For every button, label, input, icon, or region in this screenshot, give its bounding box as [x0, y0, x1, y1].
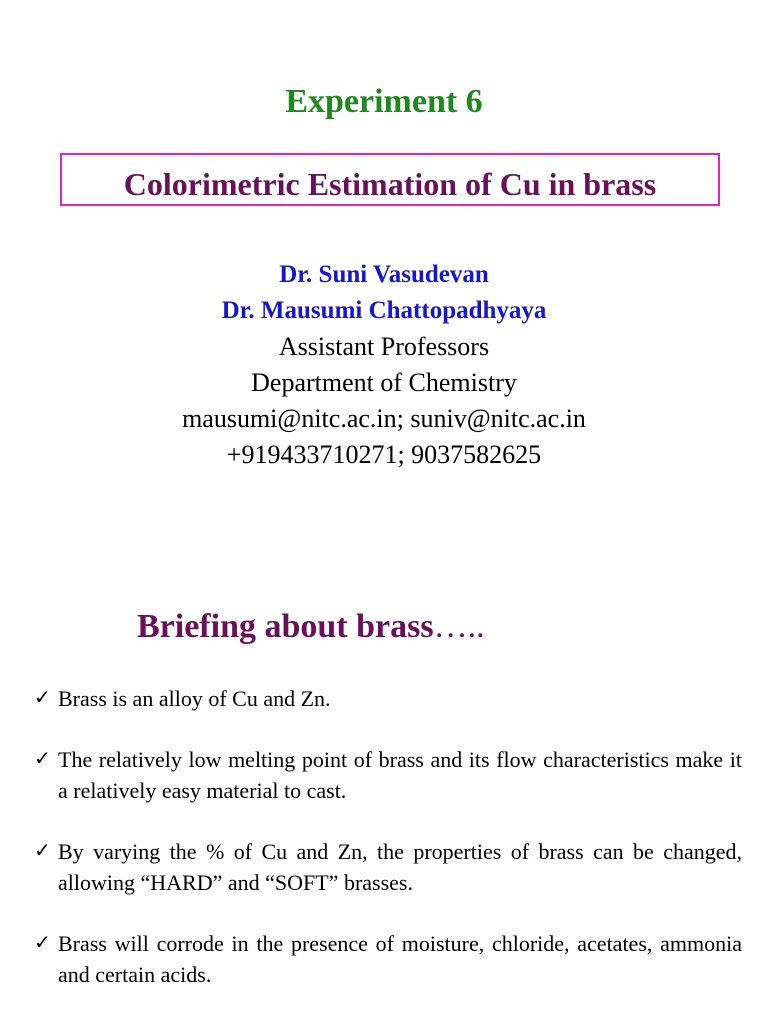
bullet-item — [34, 744, 742, 806]
author-position: Assistant Professors — [278, 332, 490, 361]
check-icon: ✓ — [34, 840, 51, 862]
author-name-1: Dr. Suni Vasudevan — [279, 261, 489, 288]
check-icon: ✓ — [34, 687, 51, 709]
author-name-2: Dr. Mausumi Chattopadhyaya — [221, 297, 547, 324]
bullet-text: The relatively low melting point of brass and its flow characteristics make it a relatively easy material to cast. — [58, 747, 742, 803]
bullet-item — [34, 836, 742, 898]
section-heading-ellipsis: ….. — [433, 608, 485, 645]
bullet-text: Brass is an alloy of Cu and Zn. — [58, 686, 331, 711]
bullet-item — [34, 928, 742, 990]
section-heading — [137, 604, 485, 650]
check-icon: ✓ — [34, 748, 51, 770]
author-block — [0, 257, 768, 473]
bullet-item — [34, 683, 742, 714]
bullet-list — [34, 683, 742, 1020]
check-icon: ✓ — [34, 932, 51, 954]
bullet-text: Brass will corrode in the presence of moisture, chloride, acetates, ammonia and certain acids. — [58, 931, 742, 987]
slide-title: Experiment 6 — [285, 83, 483, 120]
subtitle-text: Colorimetric Estimation of Cu in brass — [123, 166, 657, 202]
section-heading-text: Briefing about brass — [137, 608, 434, 645]
bullet-text: By varying the % of Cu and Zn, the properties of brass can be changed, allowing “HARD” and “SOFT” brasses. — [58, 839, 742, 895]
subtitle-box — [60, 153, 720, 206]
author-emails: mausumi@nitc.ac.in; suniv@nitc.ac.in — [182, 404, 586, 433]
author-phones: +919433710271; 9037582625 — [226, 440, 542, 469]
author-department: Department of Chemistry — [251, 368, 517, 397]
